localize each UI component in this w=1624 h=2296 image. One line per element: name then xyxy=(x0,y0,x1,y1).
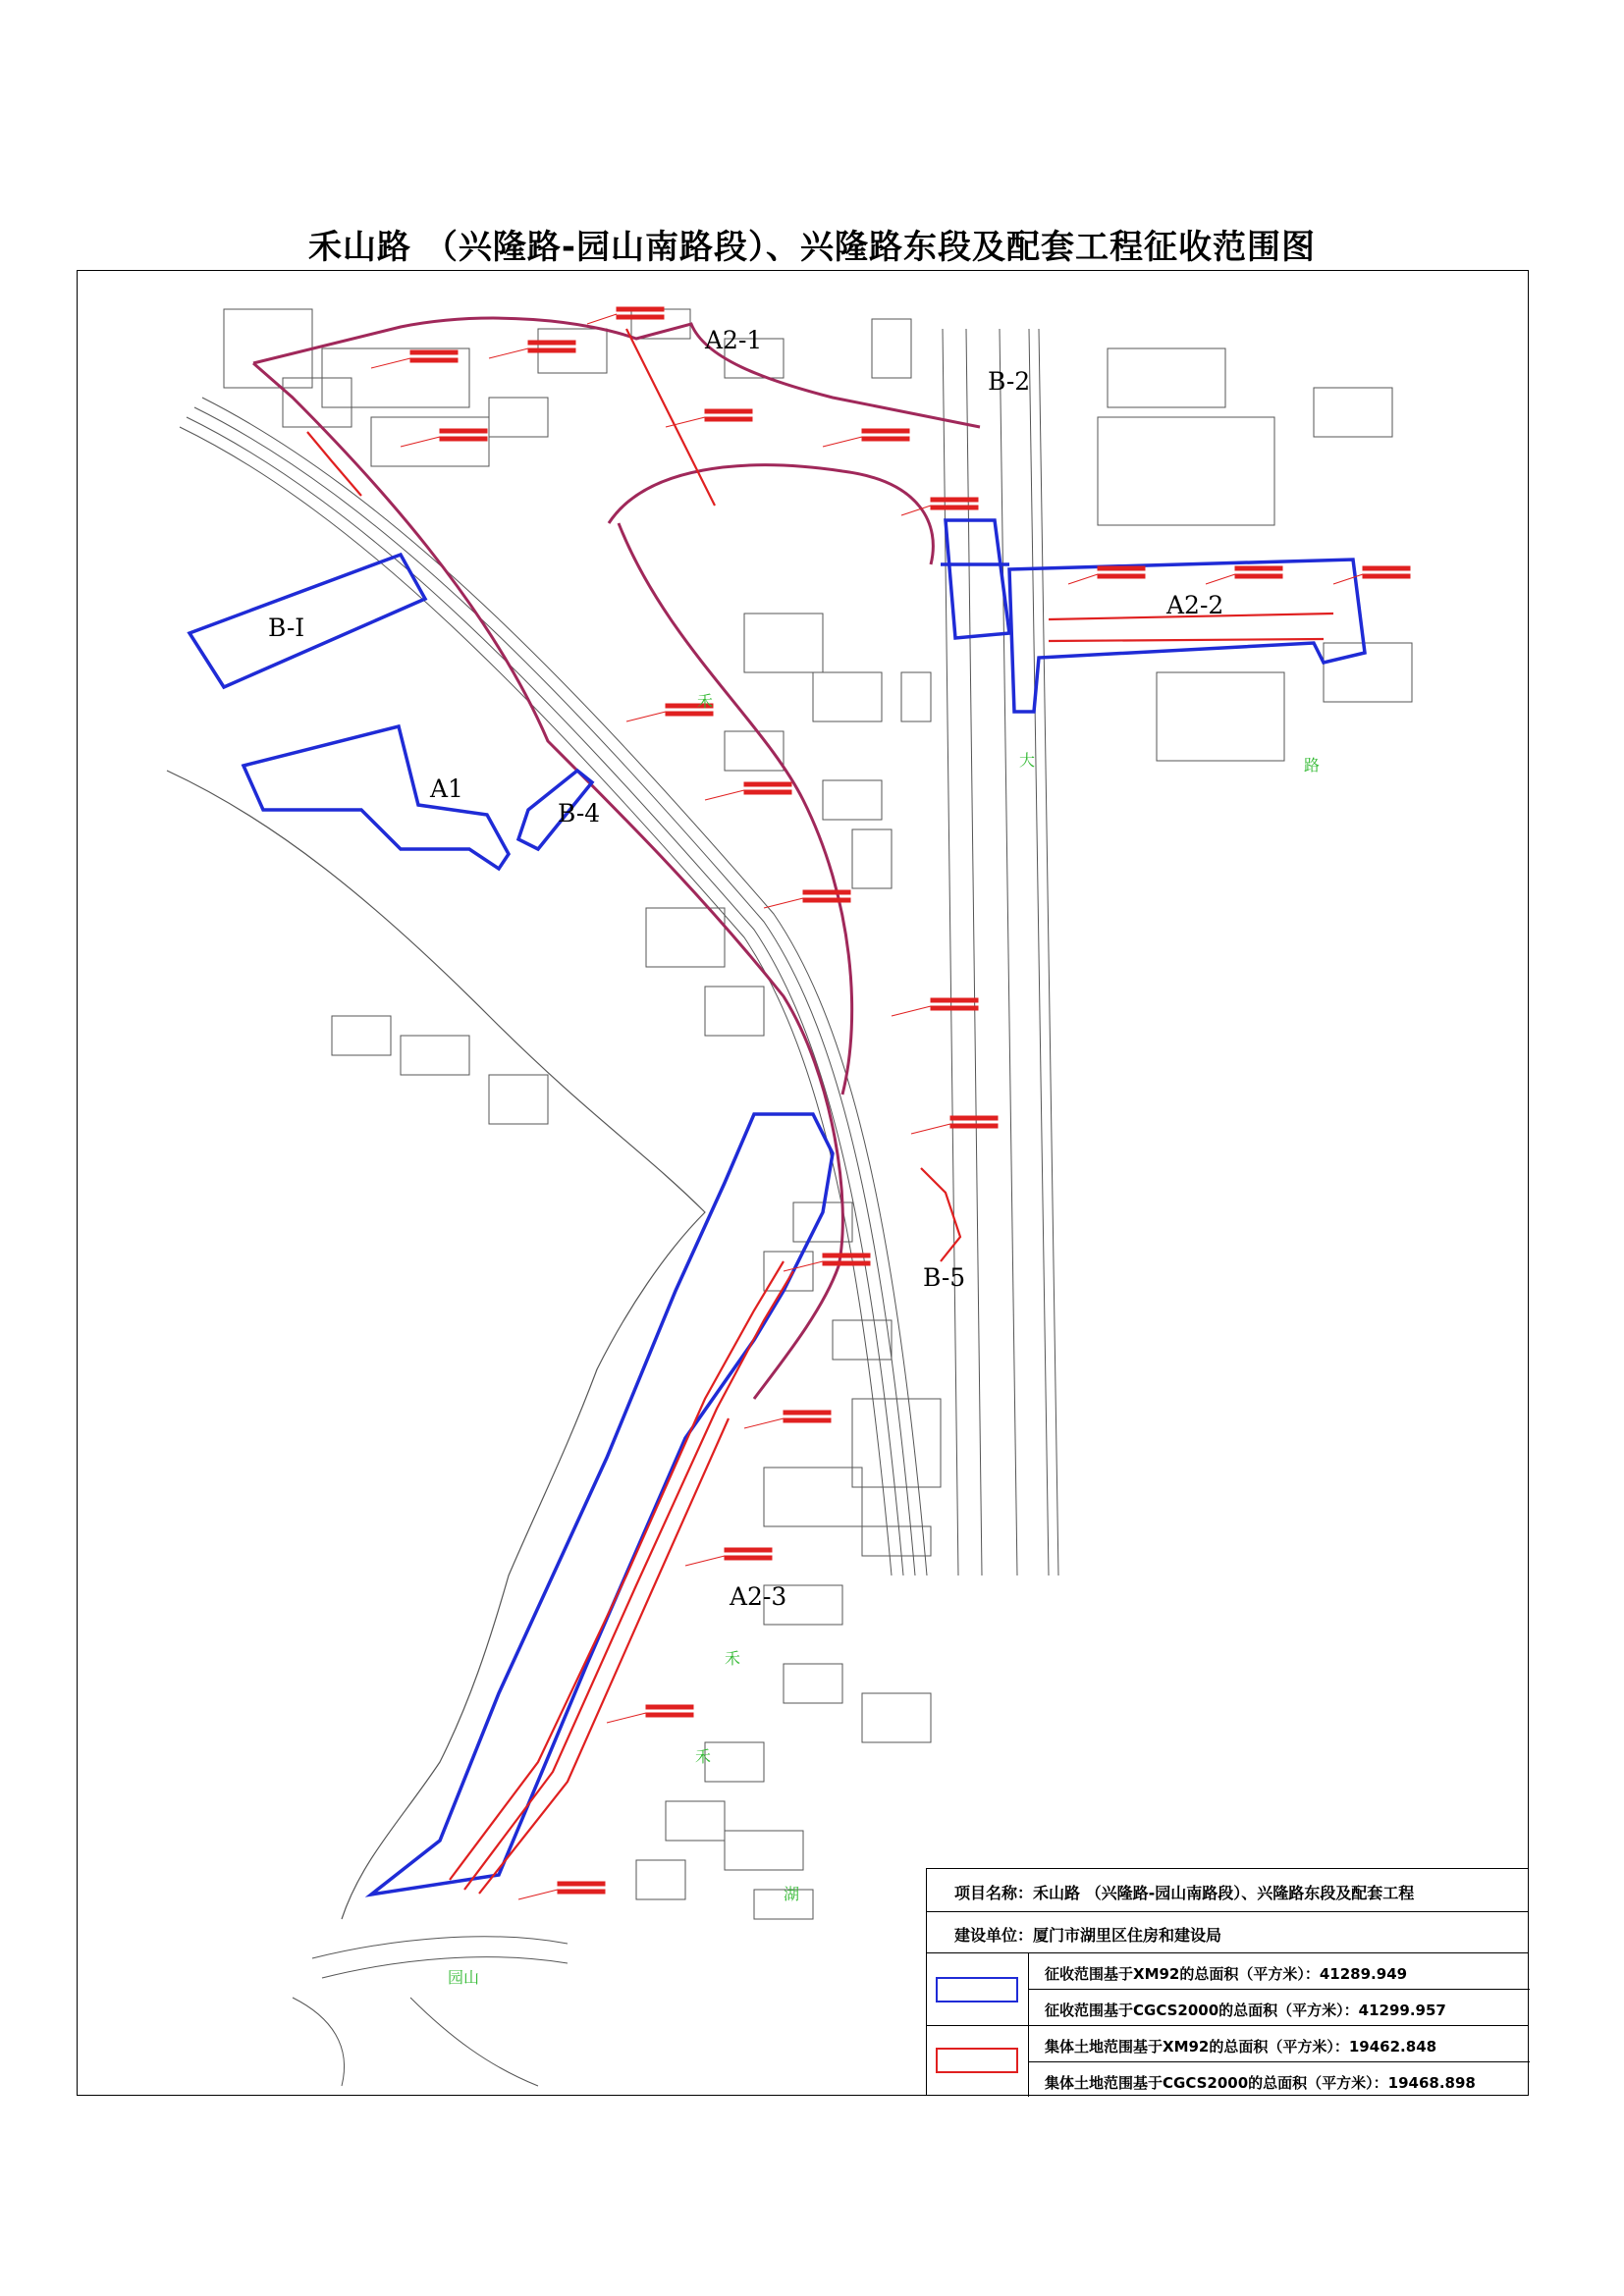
zone-label-a1: A1 xyxy=(430,774,463,803)
zone-label-a2-1: A2-1 xyxy=(705,326,763,354)
legend-blue-cgcs-value: 41299.957 xyxy=(1358,2002,1446,2019)
legend-red-xm92-row xyxy=(1029,2026,1530,2062)
road-names xyxy=(448,692,1320,1987)
legend-table xyxy=(926,1868,1529,2096)
zone-b2-boundary xyxy=(941,520,1009,638)
legend-red-xm92-value: 19462.848 xyxy=(1348,2038,1437,2056)
zone-label-b4: B-4 xyxy=(558,799,601,828)
base-buildings xyxy=(224,309,1415,1919)
expropriation-boundary xyxy=(189,520,1365,1895)
legend-blue-block xyxy=(927,1953,1528,2026)
coastline xyxy=(167,771,705,1919)
railway-tracks xyxy=(180,398,927,1575)
legend-red-swatch-cell xyxy=(927,2026,1029,2097)
road-name-he-3: 禾 xyxy=(695,1747,712,1766)
survey-annotations xyxy=(371,307,1410,1899)
legend-project-label: 项目名称： xyxy=(954,1884,1034,1902)
zone-label-a2-2: A2-2 xyxy=(1166,591,1224,619)
legend-red-cgcs-row xyxy=(1029,2062,1530,2099)
legend-red-cgcs-value: 19468.898 xyxy=(1387,2074,1476,2092)
legend-red-swatch xyxy=(936,2048,1018,2073)
road-name-hu: 湖 xyxy=(784,1885,800,1903)
legend-project-row xyxy=(927,1869,1528,1912)
legend-builder-row xyxy=(927,1912,1528,1953)
legend-red-block xyxy=(927,2026,1528,2097)
legend-blue-xm92-label: 征收范围基于XM92的总面积（平方米）： xyxy=(1045,1965,1320,1983)
vertical-road xyxy=(943,329,1058,1575)
lower-road xyxy=(293,1937,568,2086)
legend-blue-swatch-cell xyxy=(927,1953,1029,2025)
zone-a2-2-boundary xyxy=(1009,560,1365,712)
legend-builder-label: 建设单位： xyxy=(954,1926,1034,1945)
zone-label-b1: B-I xyxy=(268,614,305,642)
legend-red-xm92-label: 集体土地范围基于XM92的总面积（平方米）： xyxy=(1045,2038,1349,2056)
zone-label-b2: B-2 xyxy=(988,367,1031,396)
expropriation-map xyxy=(77,270,1529,2096)
road-name-lu: 路 xyxy=(1304,756,1321,774)
legend-blue-xm92-value: 41289.949 xyxy=(1319,1965,1408,1983)
road-name-yuanshan: 园山 xyxy=(448,1968,480,1987)
legend-blue-cgcs-label: 征收范围基于CGCS2000的总面积（平方米）： xyxy=(1045,2002,1359,2019)
zone-label-b5: B-5 xyxy=(923,1263,966,1292)
zone-label-a2-3: A2-3 xyxy=(730,1582,787,1611)
legend-builder-name: 厦门市湖里区住房和建设局 xyxy=(1033,1926,1222,1945)
legend-blue-cgcs-row xyxy=(1029,1990,1530,2026)
road-name-he-2: 禾 xyxy=(725,1649,741,1668)
map-title: 禾山路 （兴隆路-园山南路段）、兴隆路东段及配套工程征收范围图 xyxy=(308,228,1316,267)
road-name-da: 大 xyxy=(1019,751,1036,770)
legend-blue-swatch xyxy=(936,1977,1018,2002)
legend-red-cgcs-label: 集体土地范围基于CGCS2000的总面积（平方米）： xyxy=(1045,2074,1388,2092)
road-name-he-1: 禾 xyxy=(697,692,714,711)
road-centerline xyxy=(253,318,980,1399)
legend-blue-xm92-row xyxy=(1029,1953,1530,1990)
zone-b1-boundary xyxy=(189,555,425,687)
zone-a1-boundary xyxy=(244,726,509,869)
legend-project-name: 禾山路 （兴隆路-园山南路段）、兴隆路东段及配套工程 xyxy=(1033,1884,1415,1902)
